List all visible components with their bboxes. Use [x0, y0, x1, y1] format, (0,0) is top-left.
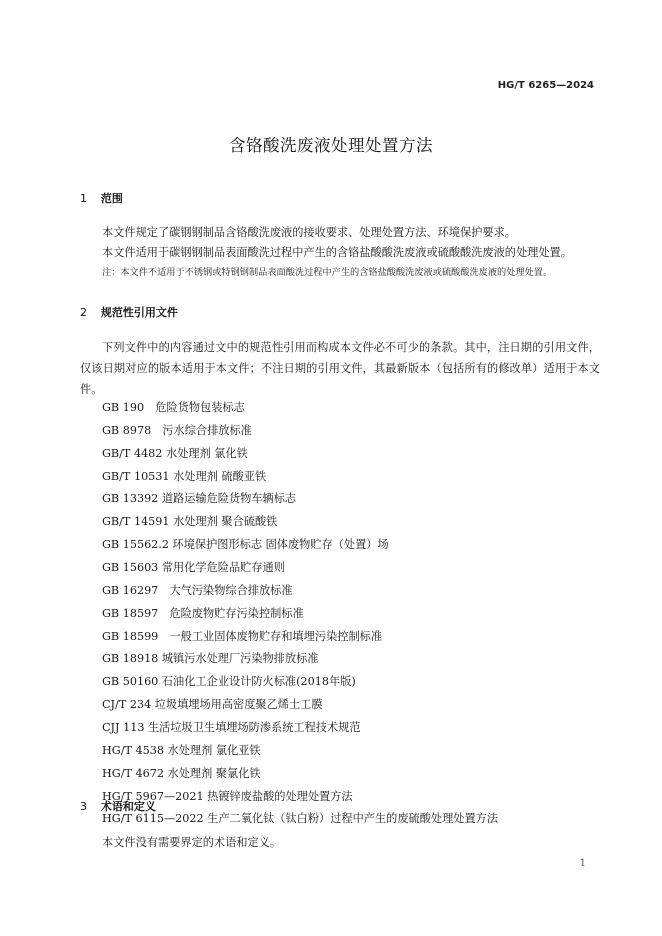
reference-item: GB 18599 一般工业固体废物贮存和填埋污染控制标准 [102, 629, 383, 643]
reference-item: HG/T 5967—2021 热镀锌废盐酸的处理处置方法 [102, 789, 353, 803]
reference-item: GB 18918 城镇污水处理厂污染物排放标准 [102, 652, 319, 666]
reference-item: CJJ 113 生活垃圾卫生填埋场防渗系统工程技术规范 [102, 721, 361, 735]
reference-item: HG/T 4672 水处理剂 聚氯化铁 [102, 766, 261, 780]
reference-item: GB 15562.2 环境保护图形标志 固体废物贮存（处置）场 [102, 538, 389, 552]
reference-item: GB 13392 道路运输危险货物车辆标志 [102, 492, 297, 506]
reference-item: GB 190 危险货物包装标志 [102, 401, 245, 414]
section-3-title: 术语和定义 [100, 800, 156, 813]
page-number: 1 [579, 858, 586, 869]
reference-item: GB 15603 常用化学危险品贮存通则 [102, 561, 285, 575]
section-2-title: 规范性引用文件 [100, 306, 178, 319]
reference-item: GB 50160 石油化工企业设计防火标准(2018年版) [102, 675, 356, 689]
reference-item: HG/T 4538 水处理剂 氯化亚铁 [102, 743, 261, 757]
reference-item: GB 18597 危险废物贮存污染控制标准 [102, 606, 304, 620]
reference-item: GB/T 10531 水处理剂 硫酸亚铁 [102, 469, 267, 483]
scope-paragraph-1: 本文件规定了碳钢钢制品含铬酸洗废液的接收要求、处理处置方法、环境保护要求。 [102, 226, 516, 239]
reference-item: CJ/T 234 垃圾填埋场用高密度聚乙烯土工膜 [102, 698, 323, 712]
section-1-title: 范围 [100, 192, 123, 205]
section-2-number: 2 [80, 306, 87, 319]
reference-item: GB/T 4482 水处理剂 氯化铁 [102, 446, 248, 460]
terms-paragraph: 本文件没有需要界定的术语和定义。 [102, 836, 282, 849]
standard-code: HG/T 6265—2024 [497, 80, 594, 91]
normative-intro: 下列文件中的内容通过文中的规范性引用而构成本文件必不可少的条款。其中，注日期的引用文件，仅该日期对应的版本适用于本文件；不注日期的引用文件，其最新版本（包括所有的修改单）适用于本文件。 [80, 341, 600, 396]
document-title: 含铬酸洗废液处理处置方法 [229, 136, 433, 155]
reference-list [102, 397, 498, 831]
reference-item: GB 8978 污水综合排放标准 [102, 423, 252, 437]
reference-item: GB 16297 大气污染物综合排放标准 [102, 583, 293, 597]
section-3-heading [80, 798, 156, 814]
reference-item: GB/T 14591 水处理剂 聚合硫酸铁 [102, 515, 278, 529]
section-2-heading [80, 304, 178, 320]
scope-paragraph-2: 本文件适用于碳钢钢制品表面酸洗过程中产生的含铬盐酸酸洗废液或硫酸酸洗废液的处理处置。 [102, 246, 572, 259]
section-1-number: 1 [80, 192, 87, 205]
section-3-number: 3 [80, 800, 87, 813]
scope-note: 注：本文件不适用于不锈钢或特钢钢制品表面酸洗过程中产生的含铬盐酸酸洗废液或硫酸酸洗废液的处理处置。 [102, 267, 553, 278]
reference-item: HG/T 6115—2022 生产二氧化钛（钛白粉）过程中产生的废硫酸处理处置方法 [102, 812, 499, 826]
section-1-heading [80, 190, 123, 206]
